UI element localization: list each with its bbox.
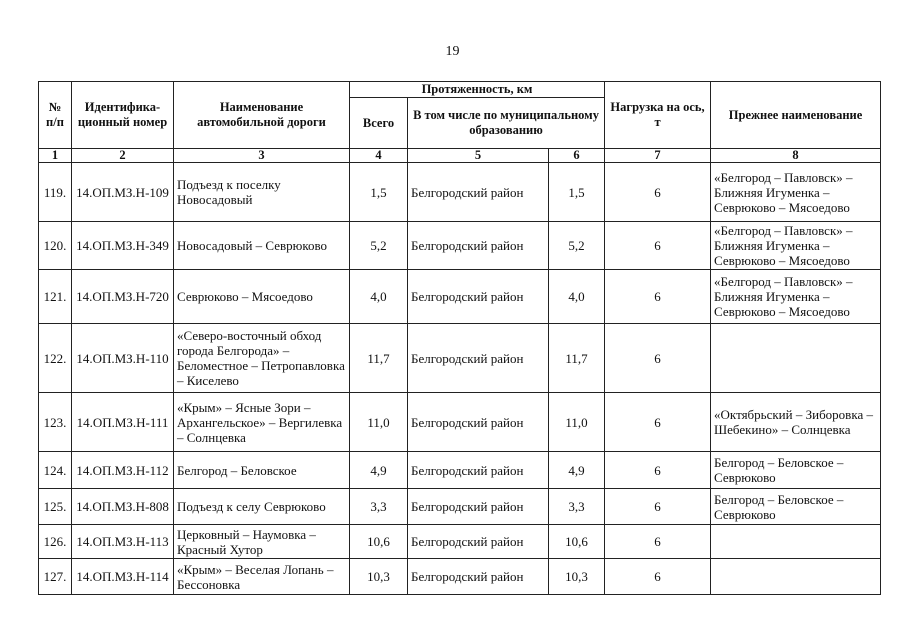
municipal-length: 10,3: [549, 559, 605, 595]
row-number: 120.: [39, 222, 72, 270]
row-number: 121.: [39, 270, 72, 324]
table-row: [39, 270, 881, 324]
length-total: 11,0: [350, 393, 408, 452]
previous-name: Белгород – Беловское – Севрюково: [711, 452, 881, 489]
previous-name: «Белгород – Павловск» – Ближняя Игуменка – Севрюково – Мясоедово: [711, 163, 881, 222]
header-length-group: Протяженность, км: [350, 82, 605, 98]
column-number: 2: [72, 149, 174, 163]
length-total: 3,3: [350, 489, 408, 525]
axle-load: 6: [605, 452, 711, 489]
axle-load: 6: [605, 559, 711, 595]
municipal-length: 4,9: [549, 452, 605, 489]
previous-name: [711, 559, 881, 595]
road-name: Белгород – Беловское: [174, 452, 350, 489]
length-total: 11,7: [350, 324, 408, 393]
municipality: Белгородский район: [408, 163, 549, 222]
row-number: 125.: [39, 489, 72, 525]
page-number: 19: [445, 44, 460, 59]
municipality: Белгородский район: [408, 393, 549, 452]
road-name: «Крым» – Веселая Лопань – Бессоновка: [174, 559, 350, 595]
length-total: 10,3: [350, 559, 408, 595]
road-id: 14.ОП.МЗ.Н-349: [72, 222, 174, 270]
header-load: Нагрузка на ось, т: [605, 82, 711, 149]
axle-load: 6: [605, 393, 711, 452]
previous-name: Белгород – Беловское – Севрюково: [711, 489, 881, 525]
previous-name: [711, 324, 881, 393]
axle-load: 6: [605, 222, 711, 270]
header-previous: Прежнее наименование: [711, 82, 881, 149]
municipality: Белгородский район: [408, 324, 549, 393]
previous-name: [711, 525, 881, 559]
axle-load: 6: [605, 163, 711, 222]
header-total: Всего: [350, 98, 408, 149]
municipal-length: 1,5: [549, 163, 605, 222]
axle-load: 6: [605, 324, 711, 393]
length-total: 10,6: [350, 525, 408, 559]
road-name: «Северо-восточный обход города Белгорода» – Беломестное – Петропавловка – Киселево: [174, 324, 350, 393]
row-number: 127.: [39, 559, 72, 595]
municipality: Белгородский район: [408, 525, 549, 559]
table-row: [39, 559, 881, 595]
road-name: Подъезд к селу Севрюково: [174, 489, 350, 525]
table-row: [39, 525, 881, 559]
municipality: Белгородский район: [408, 489, 549, 525]
road-id: 14.ОП.МЗ.Н-110: [72, 324, 174, 393]
table-body: [39, 163, 881, 595]
road-id: 14.ОП.МЗ.Н-720: [72, 270, 174, 324]
header-num: № п/п: [39, 82, 72, 149]
municipal-length: 3,3: [549, 489, 605, 525]
previous-name: «Белгород – Павловск» – Ближняя Игуменка – Севрюково – Мясоедово: [711, 222, 881, 270]
length-total: 4,0: [350, 270, 408, 324]
municipal-length: 11,0: [549, 393, 605, 452]
header-name: Наименование автомобильной дороги: [174, 82, 350, 149]
column-number: 8: [711, 149, 881, 163]
column-number-row: [39, 149, 881, 163]
row-number: 124.: [39, 452, 72, 489]
municipality: Белгородский район: [408, 270, 549, 324]
axle-load: 6: [605, 270, 711, 324]
municipality: Белгородский район: [408, 559, 549, 595]
road-name: «Крым» – Ясные Зори – Архангельское» – Вергилевка – Солнцевка: [174, 393, 350, 452]
table-row: [39, 163, 881, 222]
row-number: 123.: [39, 393, 72, 452]
road-id: 14.ОП.МЗ.Н-111: [72, 393, 174, 452]
table-row: [39, 452, 881, 489]
column-number: 7: [605, 149, 711, 163]
road-id: 14.ОП.МЗ.Н-112: [72, 452, 174, 489]
header-id: Идентифика-ционный номер: [72, 82, 174, 149]
road-id: 14.ОП.МЗ.Н-808: [72, 489, 174, 525]
axle-load: 6: [605, 489, 711, 525]
road-id: 14.ОП.МЗ.Н-113: [72, 525, 174, 559]
previous-name: «Белгород – Павловск» – Ближняя Игуменка – Севрюково – Мясоедово: [711, 270, 881, 324]
column-number: 3: [174, 149, 350, 163]
row-number: 126.: [39, 525, 72, 559]
table-row: [39, 324, 881, 393]
header-municipal: В том числе по муниципальному образованию: [408, 98, 605, 149]
municipality: Белгородский район: [408, 452, 549, 489]
municipal-length: 11,7: [549, 324, 605, 393]
axle-load: 6: [605, 525, 711, 559]
length-total: 5,2: [350, 222, 408, 270]
row-number: 122.: [39, 324, 72, 393]
roads-table: [38, 81, 881, 595]
length-total: 4,9: [350, 452, 408, 489]
municipal-length: 5,2: [549, 222, 605, 270]
table-row: [39, 393, 881, 452]
column-number: 1: [39, 149, 72, 163]
table-row: [39, 489, 881, 525]
municipality: Белгородский район: [408, 222, 549, 270]
length-total: 1,5: [350, 163, 408, 222]
road-name: Новосадовый – Севрюково: [174, 222, 350, 270]
row-number: 119.: [39, 163, 72, 222]
column-number: 6: [549, 149, 605, 163]
road-id: 14.ОП.МЗ.Н-114: [72, 559, 174, 595]
municipal-length: 4,0: [549, 270, 605, 324]
previous-name: «Октябрьский – Зиборовка – Шебекино» – Солнцевка: [711, 393, 881, 452]
road-name: Церковный – Наумовка – Красный Хутор: [174, 525, 350, 559]
table-row: [39, 222, 881, 270]
road-id: 14.ОП.МЗ.Н-109: [72, 163, 174, 222]
column-number: 5: [408, 149, 549, 163]
column-number: 4: [350, 149, 408, 163]
road-name: Севрюково – Мясоедово: [174, 270, 350, 324]
municipal-length: 10,6: [549, 525, 605, 559]
road-name: Подъезд к поселку Новосадовый: [174, 163, 350, 222]
